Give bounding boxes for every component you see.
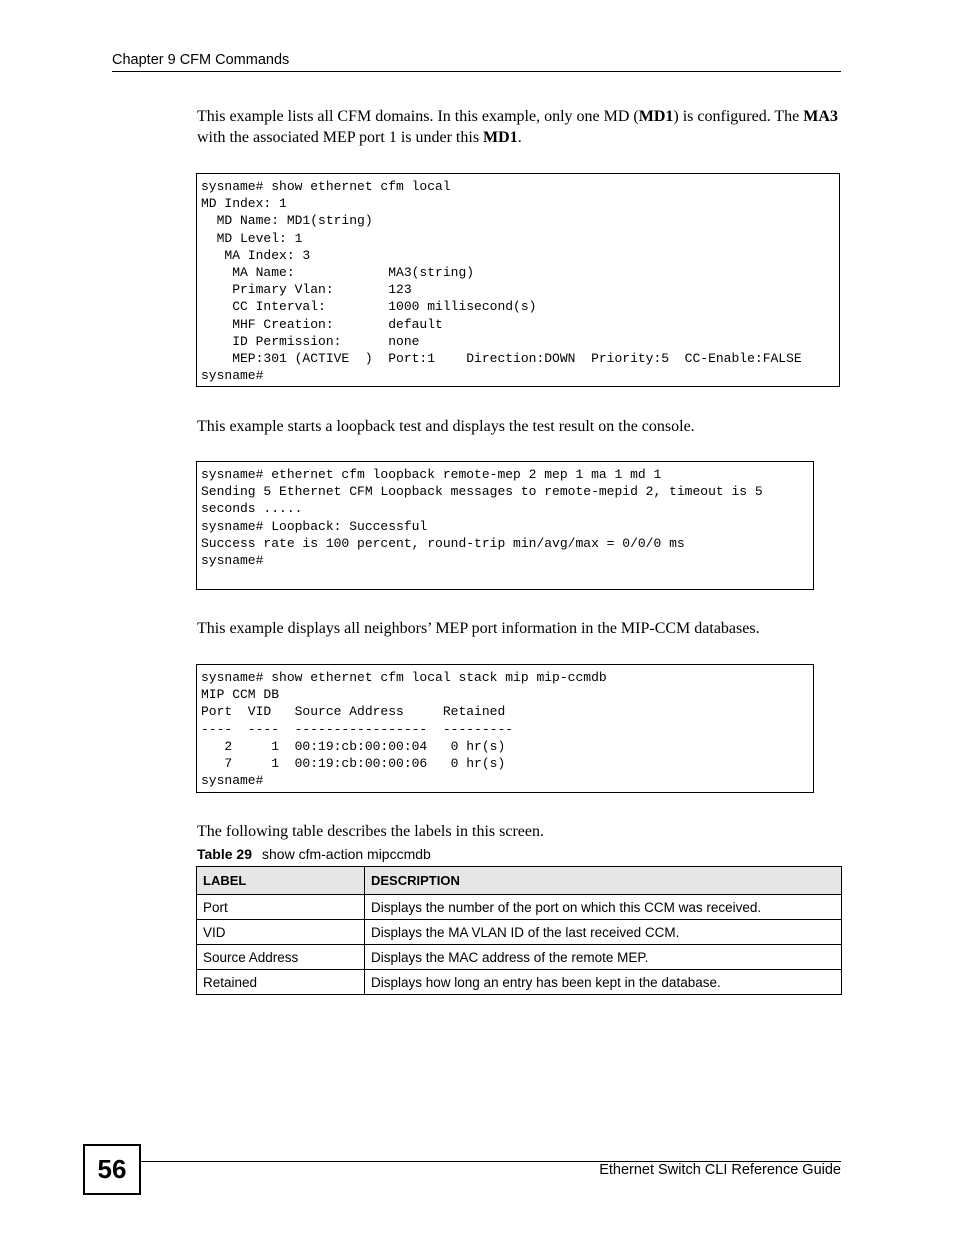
row-description: Displays how long an entry has been kept in the database.: [365, 970, 842, 995]
header-divider: [112, 71, 841, 72]
code-line: Primary Vlan: 123: [201, 282, 412, 298]
code-line: MIP CCM DB: [201, 687, 280, 703]
code-line: 7 1 00:19:cb:00:00:06 0 hr(s): [201, 756, 506, 772]
chapter-title: Chapter 9 CFM Commands: [112, 52, 290, 68]
intro1-text-3: with the associated MEP port 1 is under this: [197, 129, 484, 146]
labels-table: [196, 866, 842, 995]
intro1-bold-md1: MD1: [638, 108, 674, 125]
table-row: [197, 970, 842, 995]
code-line: MA Name: MA3(string): [201, 265, 475, 281]
page-number: 56: [83, 1144, 141, 1195]
intro1-bold-ma3: MA3: [803, 108, 838, 125]
intro-paragraph-table: The following table describes the labels in this screen.: [197, 823, 545, 840]
intro-paragraph-domains: [197, 106, 842, 148]
table-row: [197, 920, 842, 945]
code-line: sysname# ethernet cfm loopback remote-mep 2 mep 1 ma 1 md 1: [201, 467, 662, 482]
code-line: MD Level: 1: [201, 230, 303, 246]
code-block-cfm-local: [196, 173, 840, 387]
intro1-bold-md1-end: MD1: [483, 129, 518, 146]
code-line: 2 1 00:19:cb:00:00:04 0 hr(s): [201, 738, 506, 754]
code-line: ---- ---- ----------------- ---------: [201, 721, 514, 737]
row-description: Displays the MA VLAN ID of the last received CCM.: [365, 920, 842, 945]
intro-paragraph-loopback: This example starts a loopback test and displays the test result on the console.: [197, 418, 695, 435]
code-line: sysname# show ethernet cfm local stack mip mip-ccmdb: [201, 670, 607, 685]
row-label: Port: [197, 895, 365, 920]
code-line: CC Interval: 1000 millisecond(s): [201, 299, 537, 315]
code-line: MD Index: 1: [201, 196, 287, 212]
code-line: ID Permission: none: [201, 333, 420, 349]
intro-paragraph-mip-ccm: This example displays all neighbors’ MEP port information in the MIP-CCM databases.: [197, 620, 760, 637]
table-row: [197, 895, 842, 920]
row-label: Retained: [197, 970, 365, 995]
code-line: sysname# show ethernet cfm local: [201, 179, 451, 194]
code-block-mip-ccmdb: [196, 664, 814, 793]
row-label: Source Address: [197, 945, 365, 970]
guide-title: Ethernet Switch CLI Reference Guide: [599, 1162, 841, 1178]
table-caption-label: Table 29: [197, 846, 252, 862]
code-block-loopback: [196, 461, 814, 590]
intro1-text-1: This example lists all CFM domains. In this example, only one MD (: [197, 108, 639, 125]
code-line: seconds .....: [201, 501, 303, 517]
code-line: Sending 5 Ethernet CFM Loopback messages to remote-mepid 2, timeout is 5: [201, 484, 763, 500]
header-description: DESCRIPTION: [365, 867, 842, 895]
table-caption-title: show cfm-action mipccmdb: [262, 846, 431, 862]
code-line: Port VID Source Address Retained: [201, 704, 506, 720]
code-line: MHF Creation: default: [201, 316, 443, 332]
code-line: sysname#: [201, 773, 264, 789]
code-line: MEP:301 (ACTIVE ) Port:1 Direction:DOWN Priority:5 CC-Enable:FALSE: [201, 351, 802, 367]
intro1-text-2: ) is configured. The: [673, 108, 804, 125]
table-row: [197, 945, 842, 970]
table-header-row: [197, 867, 842, 895]
row-description: Displays the MAC address of the remote MEP.: [365, 945, 842, 970]
code-line: Success rate is 100 percent, round-trip min/avg/max = 0/0/0 ms: [201, 535, 685, 551]
code-line: MD Name: MD1(string): [201, 213, 373, 229]
code-line: MA Index: 3: [201, 247, 311, 263]
code-line: sysname# Loopback: Successful: [201, 518, 428, 534]
row-label: VID: [197, 920, 365, 945]
header-label: LABEL: [197, 867, 365, 895]
intro1-text-4: .: [517, 129, 522, 146]
table-caption: [197, 846, 431, 862]
code-line: sysname#: [201, 368, 264, 384]
row-description: Displays the number of the port on which this CCM was received.: [365, 895, 842, 920]
code-line: sysname#: [201, 553, 264, 569]
